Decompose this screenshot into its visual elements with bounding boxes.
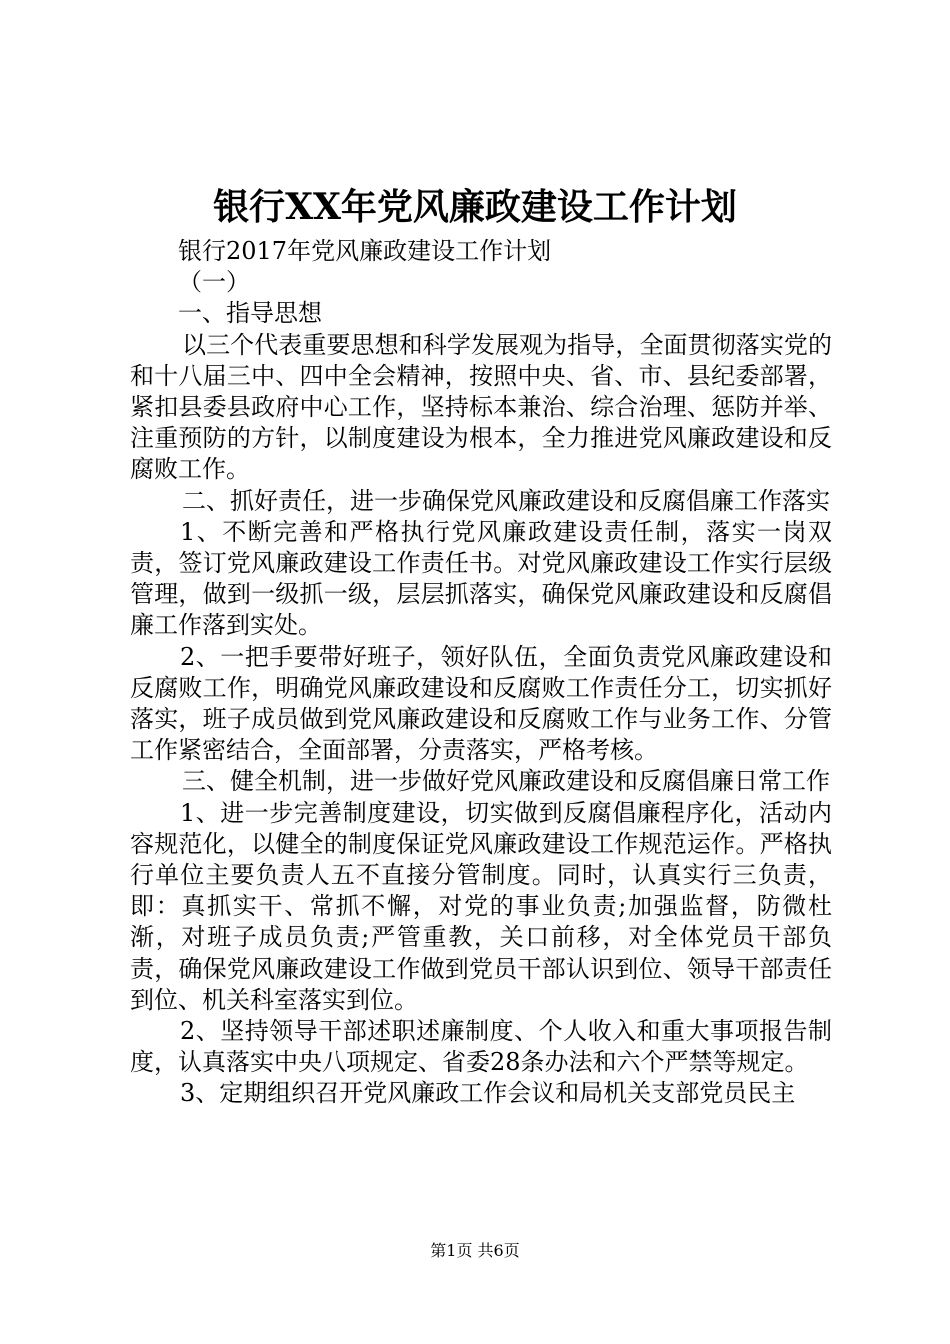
page-footer: 第1页 共6页 [430, 1241, 520, 1260]
document-title: 银行XX年党风廉政建设工作计划 [213, 186, 737, 228]
body-paragraph: 1、进一步完善制度建设，切实做到反腐倡廉程序化，活动内容规范化，以健全的制度保证党风廉政建设工作规范运作。严格执行单位主要负责人五不直接分管制度。同时，认真实行三负责，即：真抓实干、常抓不懈，对党的事业负责;加强监督，防微杜渐，对班子成员负责;严管重教，关口前移，对全体党员干部负责，确保党风廉政建设工作做到党员干部认识到位、领导干部责任到位、机关科室落实到位。 [130, 798, 832, 1014]
heading-responsibility: 二、抓好责任，进一步确保党风廉政建设和反腐倡廉工作落实 [182, 486, 830, 515]
section-number: （一） [178, 268, 250, 297]
document-body [130, 236, 832, 1110]
heading-guiding-ideology: 一、指导思想 [178, 299, 322, 328]
heading-mechanism: 三、健全机制，进一步做好党风廉政建设和反腐倡廉日常工作 [182, 767, 830, 796]
body-paragraph: 3、定期组织召开党风廉政工作会议和局机关支部党员民主 [180, 1079, 796, 1108]
body-paragraph: 以三个代表重要思想和科学发展观为指导，全面贯彻落实党的和十八届三中、四中全会精神，按照中央、省、市、县纪委部署，紧扣县委县政府中心工作，坚持标本兼治、综合治理、惩防并举、注重预防的方针，以制度建设为根本，全力推进党风廉政建设和反腐败工作。 [130, 330, 832, 484]
body-paragraph: 2、一把手要带好班子，领好队伍，全面负责党风廉政建设和反腐败工作，明确党风廉政建设和反腐败工作责任分工，切实抓好落实，班子成员做到党风廉政建设和反腐败工作与业务工作、分管工作紧密结合，全面部署，分责落实，严格考核。 [130, 642, 832, 765]
body-paragraph: 2、坚持领导干部述职述廉制度、个人收入和重大事项报告制度，认真落实中央八项规定、省委28条办法和六个严禁等规定。 [130, 1017, 832, 1077]
body-paragraph: 1、不断完善和严格执行党风廉政建设责任制，落实一岗双责，签订党风廉政建设工作责任书。对党风廉政建设工作实行层级管理，做到一级抓一级，层层抓落实，确保党风廉政建设和反腐倡廉工作落到实处。 [130, 517, 832, 640]
subtitle-paragraph: 银行2017年党风廉政建设工作计划 [178, 237, 552, 265]
